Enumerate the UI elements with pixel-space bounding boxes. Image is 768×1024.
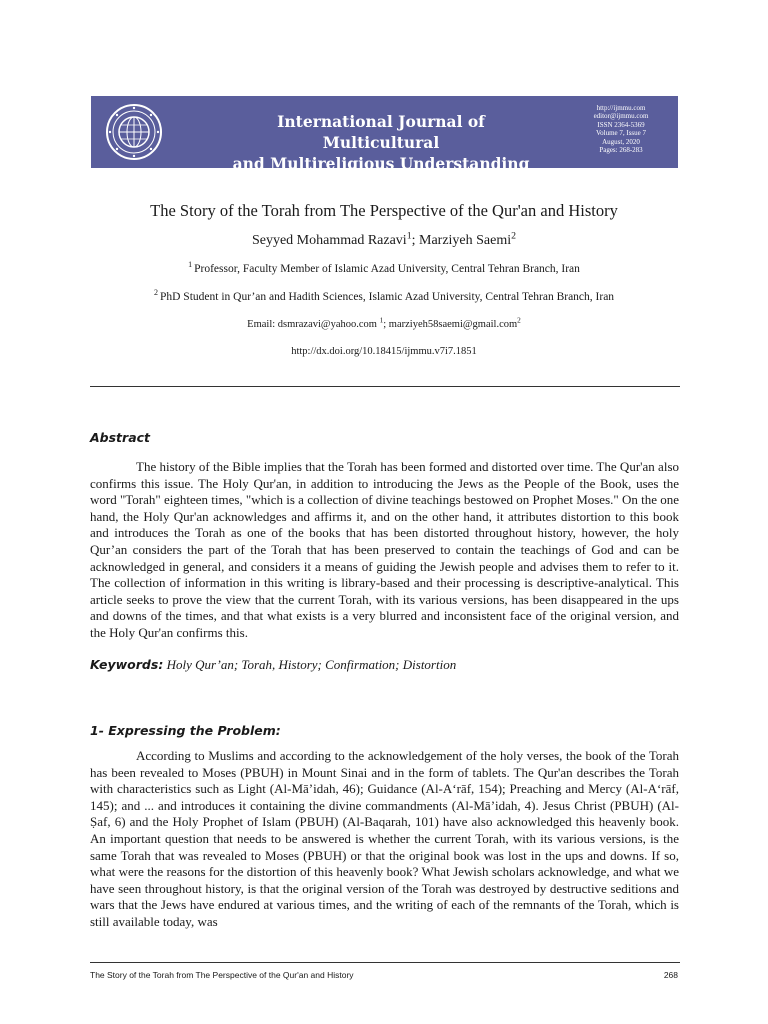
paper-title: The Story of the Torah from The Perspective of the Qur'an and History	[150, 201, 618, 220]
page-number: 268	[663, 970, 678, 980]
journal-banner	[91, 96, 678, 173]
section-heading: 1- Expressing the Problem:	[90, 723, 281, 738]
author-affiliation-marker: 1	[406, 230, 412, 242]
doi-link[interactable]: http://dx.doi.org/10.18415/ijmmu.v7i7.1851	[291, 346, 477, 357]
journal-date: August, 2020	[602, 137, 640, 146]
email-text[interactable]: Email: dsmrazavi@yahoo.com	[247, 319, 380, 330]
email-marker: 2	[517, 315, 521, 325]
author-list	[0, 230, 768, 249]
footer-divider	[90, 962, 680, 963]
affiliation-marker: 1	[188, 260, 195, 270]
journal-issn: ISSN 2364-5369	[597, 120, 645, 129]
journal-title	[221, 111, 541, 174]
journal-title-line1: International Journal of Multicultural	[277, 112, 485, 152]
email-line	[0, 315, 768, 330]
abstract-text: The history of the Bible implies that the Torah has been formed and distorted over time. The Qur'an also confirms this issue. The Holy Qur'an, in addition to introducing the Jews as the People of the Book, uses the word "Torah" eighteen times, "which is a collection of divine teachings bestowed on Prophet Moses." On the one hand, the Holy Qur'an acknowledges and affirms it, and on the other hand, it attributes distortion to this book and introduces the Torah as one of the books that has been distorted throughout history, however, the holy Qur’an considers the part of the Torah that has been preserved to contain the teachings of God and can be acknowledged in general, and considers it a means of guiding the Jewish people and advises them to refer to it. The collection of information in this writing is library-based and their processing is descriptive-analytical. This article seeks to prove the view that the current Torah, with its various versions, has been disappeared in the ups and downs of the times, and that what exists is a very blurred and inconsistent face of the original version, and the Holy Qur'an confirms this.	[90, 459, 679, 640]
abstract-heading: Abstract	[90, 430, 151, 445]
author-name: Marziyeh Saemi	[419, 233, 512, 248]
journal-pages: Pages: 268-283	[599, 146, 643, 155]
keywords-line	[90, 657, 680, 673]
section-text: According to Muslims and according to the acknowledgement of the holy verses, the book of the Torah has been revealed to Moses (PBUH) in Mount Sinai and in the form of tablets. The Qur'an describes the Torah with characteristics such as Light (Al-Mā’idah, 46); Guidance (Al-A‘rāf, 154); Preaching and Mercy (Al-A‘rāf, 145); and ... and introduces it containing the divine commandments (Al-Mā’idah, 4). Jesus Christ (PBUH) (Al-Ṣaf, 6) and the Holy Prophet of Islam (PBUH) (Al-Baqarah, 101) have also acknowledged this heavenly book. An important question that needs to be answered is whether the current Torah, with its various versions, is the same Torah that was revealed to Moses (PBUH) or that the original book was lost in the ups and downs. If so, what were the reasons for the distortion of this heavenly book? What Jewish scholars acknowledge, and what we have seen throughout history, is that the original version of the Torah was destroyed by destructive seditions and wars that the Jews have endured at various times, and the writing of each of the remnants of the Torah, which is still available today, was	[90, 748, 679, 929]
email-text[interactable]: ; marziyeh58saemi@gmail.com	[383, 319, 518, 330]
affiliation-text: PhD Student in Qur’an and Hadith Sciences, Islamic Azad University, Central Tehran Branch, Iran	[159, 291, 615, 303]
keywords-list: Holy Qur’an; Torah, History; Confirmation; Distortion	[163, 657, 457, 672]
affiliation-2	[0, 288, 768, 303]
author-affiliation-marker: 2	[511, 230, 517, 242]
header-divider	[90, 386, 680, 387]
running-title: The Story of the Torah from The Perspective of the Qur'an and History	[90, 970, 354, 980]
affiliation-marker: 2	[153, 288, 160, 298]
affiliation-1	[0, 260, 768, 275]
journal-email-link[interactable]: editor@ijmmu.com	[593, 112, 649, 121]
affiliation-text: Professor, Faculty Member of Islamic Azad University, Central Tehran Branch, Iran	[194, 263, 580, 275]
journal-volume: Volume 7, Issue 7	[595, 129, 647, 138]
journal-meta	[576, 104, 666, 154]
author-name: Seyyed Mohammad Razavi	[251, 233, 407, 248]
journal-website-link[interactable]: http://ijmmu.com	[596, 104, 646, 112]
keywords-label: Keywords:	[90, 657, 164, 672]
globe-seal-icon	[105, 103, 163, 161]
email-marker: 1	[379, 315, 384, 325]
journal-title-line2: and Multireligious Understanding	[232, 154, 530, 173]
author-separator: ;	[411, 233, 419, 248]
